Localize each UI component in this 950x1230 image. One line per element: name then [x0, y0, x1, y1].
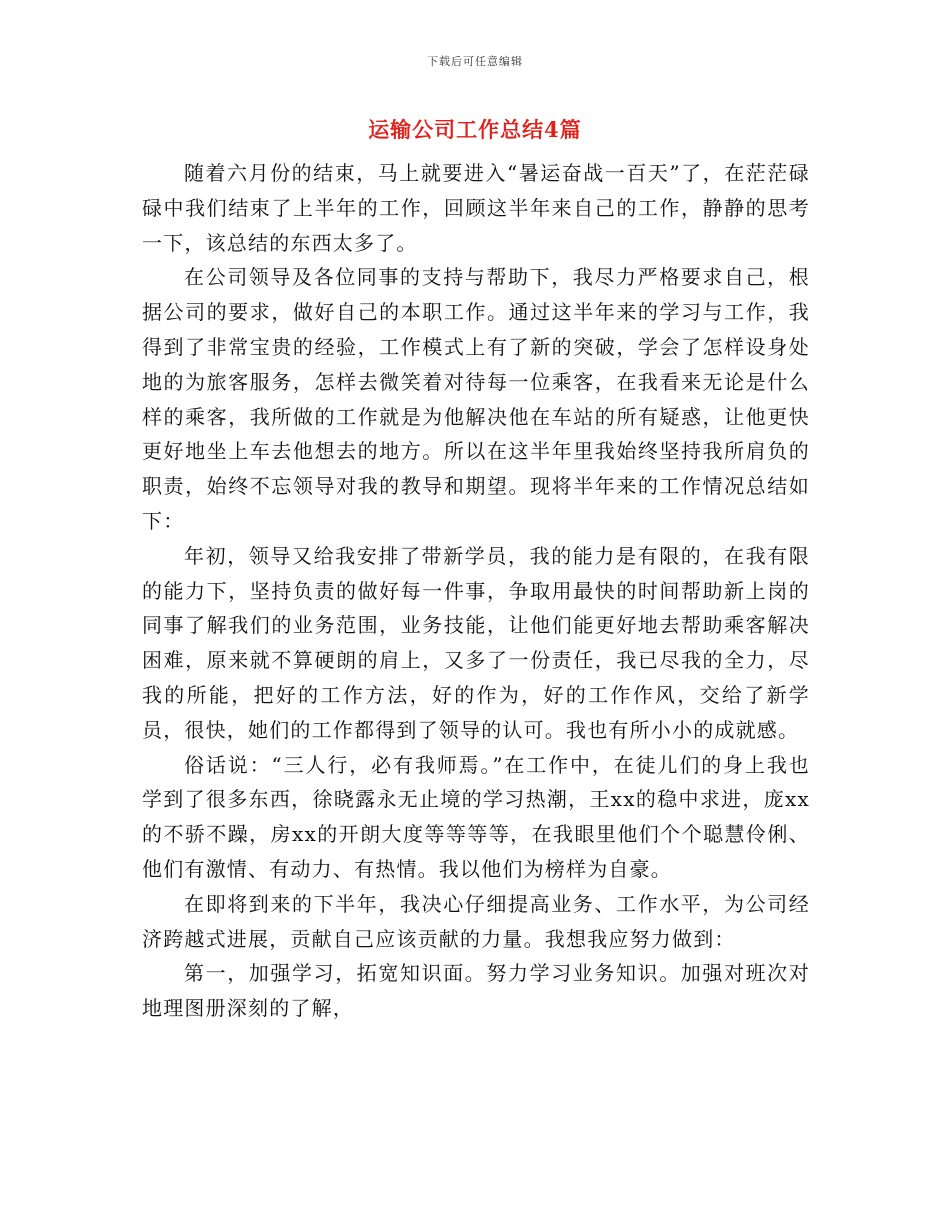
document-title: 运输公司工作总结4篇 — [368, 117, 582, 142]
paragraph: 在即将到来的下半年，我决心仔细提高业务、工作水平，为公司经济跨越式进展，贡献自己应该贡献的力量。我想我应努力做到： — [142, 891, 810, 951]
header-note: 下载后可任意编辑 — [427, 55, 523, 68]
paragraph: 俗话说：“三人行，必有我师焉。”在工作中，在徒儿们的身上我也学到了很多东西，徐晓露永无止境的学习热潮，王xx的稳中求进，庞xx的不骄不躁，房xx的开朗大度等等等等，在我眼里他们个个聪慧伶俐、他们有激情、有动力、有热情。我以他们为榜样为自豪。 — [142, 752, 810, 881]
paragraph: 随着六月份的结束，马上就要进入“暑运奋战一百天”了，在茫茫碌碌中我们结束了上半年的工作，回顾这半年来自己的工作，静静的思考一下，该总结的东西太多了。 — [142, 161, 810, 255]
paragraph: 第一，加强学习，拓宽知识面。努力学习业务知识。加强对班次对地理图册深刻的了解， — [142, 961, 810, 1021]
paragraph: 年初，领导又给我安排了带新学员，我的能力是有限的，在我有限的能力下，坚持负责的做好每一件事，争取用最快的时间帮助新上岗的同事了解我们的业务范围，业务技能，让他们能更好地去帮助乘客解决困难，原来就不算硬朗的肩上，又多了一份责任，我已尽我的全力，尽我的所能，把好的工作方法，好的作为，好的工作作风，交给了新学员，很快，她们的工作都得到了领导的认可。我也有所小小的成就感。 — [142, 543, 810, 742]
paragraph: 在公司领导及各位同事的支持与帮助下，我尽力严格要求自己，根据公司的要求，做好自己的本职工作。通过这半年来的学习与工作，我得到了非常宝贵的经验，工作模式上有了新的突破，学会了怎样设身处地的为旅客服务，怎样去微笑着对待每一位乘客，在我看来无论是什么样的乘客，我所做的工作就是为他解决他在车站的所有疑惑，让他更快更好地坐上车去他想去的地方。所以在这半年里我始终坚持我所肩负的职责，始终不忘领导对我的教导和期望。现将半年来的工作情况总结如下： — [142, 265, 810, 533]
document-body — [142, 156, 810, 1026]
